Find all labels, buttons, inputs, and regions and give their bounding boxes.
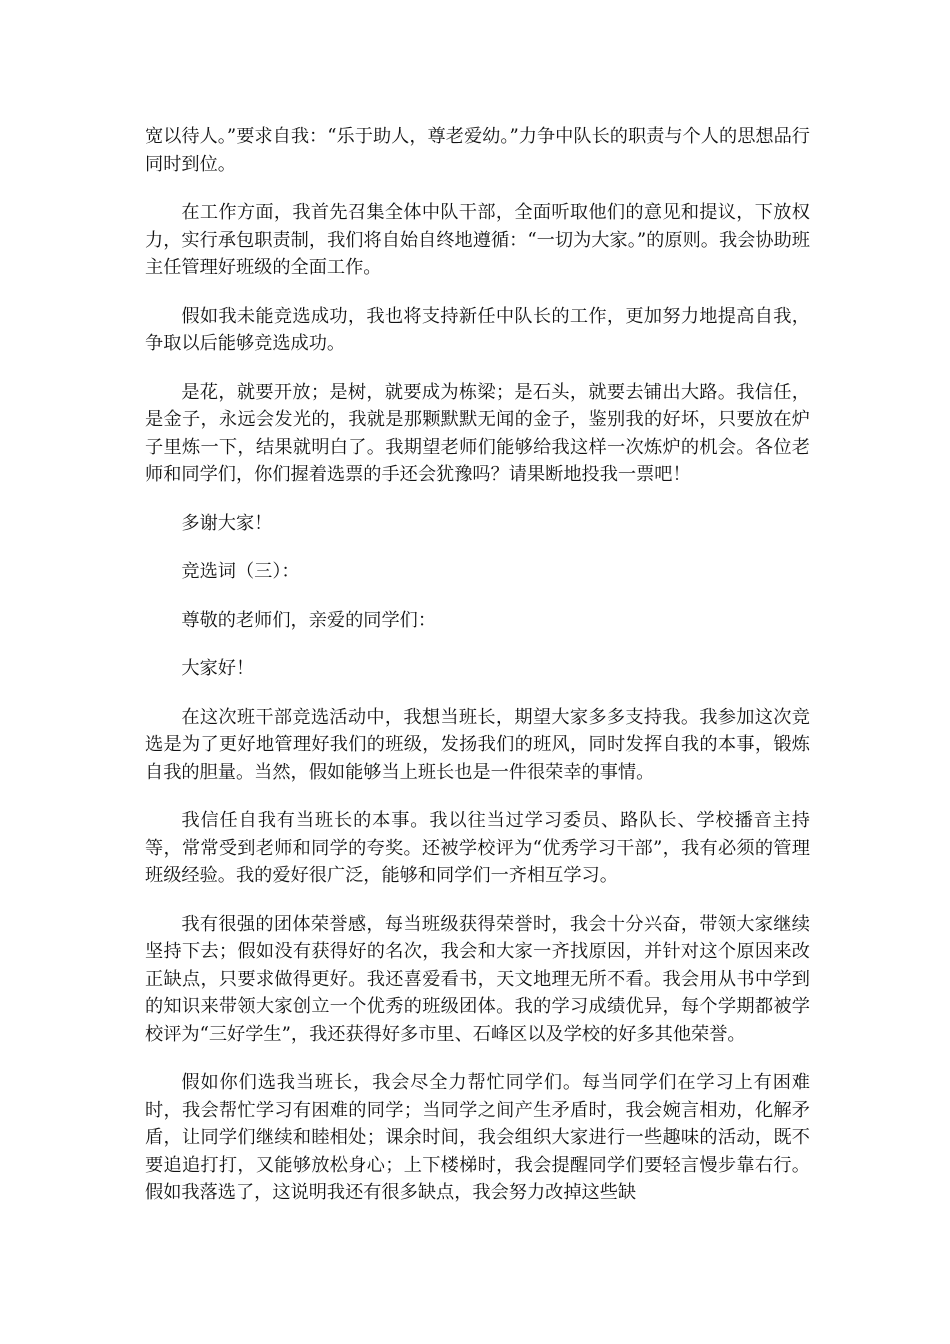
paragraph-ability: 我信任自我有当班长的本事。我以往当过学习委员、路队长、学校播音主持等，常常受到老师和同学的夸奖。还被学校评为“优秀学习干部”，我有必须的管理班级经验。我的爱好很广泛，能够和同学们一齐相互学习。	[145, 810, 810, 886]
paragraph-salutation: 尊敬的老师们，亲爱的同学们：	[181, 609, 437, 631]
paragraph-work: 在工作方面，我首先召集全体中队干部，全面听取他们的意见和提议，下放权力，实行承包职责制，我们将自始自终地遵循：“一切为大家。”的原则。我会协助班主任管理好班级的全面工作。	[145, 202, 810, 278]
paragraph-continuation: 宽以待人。”要求自我：“乐于助人，尊老爱幼。”力争中队长的职责与个人的思想品行同时到位。	[145, 126, 810, 175]
section-heading: 竞选词（三）：	[181, 561, 300, 582]
paragraph-honor: 我有很强的团体荣誉感，每当班级获得荣誉时，我会十分兴奋，带领大家继续坚持下去；假如没有获得好的名次，我会和大家一齐找原因，并针对这个原因来改正缺点，只要求做得更好。我还喜爱看书，天文地理无所不看。我会用从书中学到的知识来带领大家创立一个优秀的班级团体。我的学习成绩优异，每个学期都被学校评为“三好学生”，我还获得好多市里、石峰区以及学校的好多其他荣誉。	[145, 913, 810, 1045]
paragraph-greeting: 大家好！	[181, 658, 255, 679]
document-body	[145, 123, 810, 1228]
paragraph-flower: 是花，就要开放；是树，就要成为栋梁；是石头，就要去铺出大路。我信任，是金子，永远会发光的，我就是那颗默默无闻的金子，鉴别我的好坏，只要放在炉子里炼一下，结果就明白了。我期望老师们能够给我这样一次炼炉的机会。各位老师和同学们，你们握着选票的手还会犹豫吗？请果断地投我一票吧！	[145, 381, 810, 485]
paragraph-intent: 在这次班干部竞选活动中，我想当班长，期望大家多多支持我。我参加这次竞选是为了更好地管理好我们的班级，发扬我们的班风，同时发挥自我的本事，锻炼自我的胆量。当然，假如能够当上班长也是一件很荣幸的事情。	[145, 706, 810, 783]
paragraph-if-fail: 假如我未能竞选成功，我也将支持新任中队长的工作，更加努力地提高自我，争取以后能够竞选成功。	[145, 305, 810, 354]
paragraph-thanks: 多谢大家！	[181, 512, 273, 534]
paragraph-promise: 假如你们选我当班长，我会尽全力帮忙同学们。每当同学们在学习上有困难时，我会帮忙学习有困难的同学；当同学之间产生矛盾时，我会婉言相劝，化解矛盾，让同学们继续和睦相处；课余时间，我会组织大家进行一些趣味的活动，既不要追追打打，又能够放松身心；上下楼梯时，我会提醒同学们要轻言慢步靠右行。假如我落选了，这说明我还有很多缺点，我会努力改掉这些缺	[145, 1072, 810, 1203]
